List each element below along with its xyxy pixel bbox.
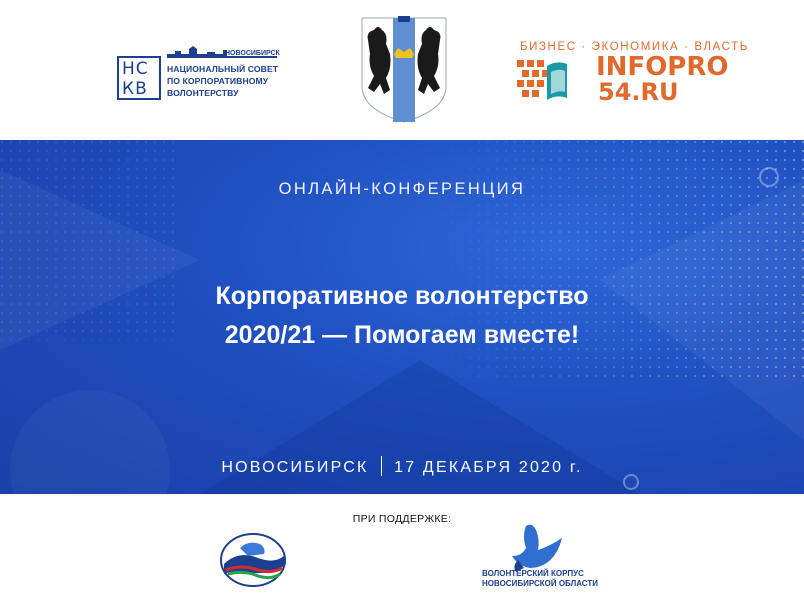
nskv-letters-top: НС [122, 59, 149, 79]
infopro-wordmark: INFOPRO [596, 52, 729, 82]
nskv-line-2: ПО КОРПОРАТИВНОМУ [167, 76, 269, 86]
event-title-line-1: Корпоративное волонтерство [215, 282, 589, 310]
event-date: 17 ДЕКАБРЯ 2020 г. [394, 459, 583, 476]
divider [381, 456, 383, 476]
header-logos [0, 0, 804, 140]
event-title-line-2: 2020/21 — Помогаем вместе! [224, 321, 580, 349]
nskv-line-1: НАЦИОНАЛЬНЫЙ СОВЕТ [167, 64, 279, 74]
vk-line-1: ВОЛОНТЁРСКИЙ КОРПУС [482, 569, 584, 578]
vk-line-2: НОВОСИБИРСКОЙ ОБЛАСТИ [482, 579, 598, 588]
infopro-tagline: БИЗНЕС · ЭКОНОМИКА · ВЛАСТЬ [520, 41, 749, 53]
support-label: ПРИ ПОДДЕРЖКЕ: [352, 513, 452, 525]
coat-of-arms-icon [360, 14, 448, 126]
sponsors-area [0, 494, 804, 600]
volunteer-center-emblem-icon [218, 530, 288, 590]
infopro-domain: 54.RU [598, 78, 679, 106]
event-type: ОНЛАЙН-КОНФЕРЕНЦИЯ [278, 180, 526, 198]
event-place-date [0, 456, 804, 477]
nskv-monogram [117, 56, 161, 100]
nskv-letters-bottom: КВ [122, 79, 148, 99]
infopro-mosaic-icon [517, 58, 569, 104]
nskv-city-label: НОВОСИБИРСК [225, 50, 280, 57]
nskv-line-3: ВОЛОНТЕРСТВУ [167, 88, 239, 98]
event-city: НОВОСИБИРСК [221, 459, 369, 476]
nskv-logo [117, 44, 292, 106]
